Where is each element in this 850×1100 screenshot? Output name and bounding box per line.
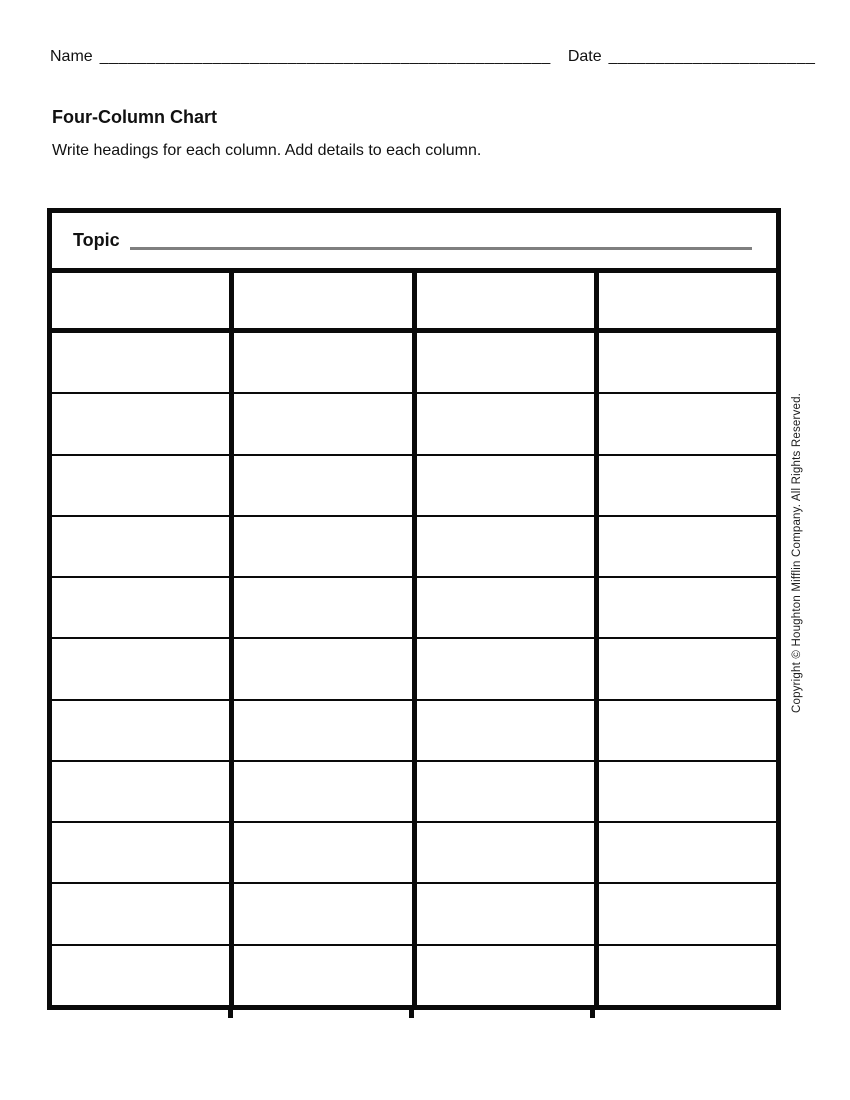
grid-cell xyxy=(417,394,599,453)
grid-cell xyxy=(417,701,599,760)
grid-cell xyxy=(52,701,234,760)
grid-cell xyxy=(234,333,416,392)
grid-cell xyxy=(599,639,776,698)
grid-cell xyxy=(52,823,234,882)
grid-cell xyxy=(234,456,416,515)
grid-cell xyxy=(599,394,776,453)
grid-row-10 xyxy=(52,884,776,945)
grid-cell xyxy=(599,333,776,392)
grid-cell xyxy=(234,639,416,698)
header-cell-1 xyxy=(52,273,234,328)
grid-cell xyxy=(599,823,776,882)
grid-cell xyxy=(417,884,599,943)
grid-row-5 xyxy=(52,578,776,639)
grid-cell xyxy=(234,884,416,943)
grid-cell xyxy=(599,456,776,515)
grid-cell xyxy=(234,578,416,637)
grid-cell xyxy=(599,884,776,943)
grid-cell xyxy=(417,762,599,821)
grid-cell xyxy=(599,701,776,760)
grid-cell xyxy=(234,394,416,453)
date-label: Date xyxy=(567,48,602,65)
topic-row xyxy=(52,213,776,273)
grid-cell xyxy=(52,884,234,943)
grid-row-3 xyxy=(52,456,776,517)
grid-cell xyxy=(417,333,599,392)
grid-cell xyxy=(52,333,234,392)
grid-row-7 xyxy=(52,701,776,762)
grid-row-1 xyxy=(52,333,776,394)
topic-label: Topic xyxy=(73,230,120,250)
grid-row-4 xyxy=(52,517,776,578)
column-rule-overshoot xyxy=(409,1005,414,1018)
grid-cell xyxy=(52,517,234,576)
grid-cell xyxy=(599,946,776,1005)
copyright-text: Copyright © Houghton Mifflin Company. All Rights Reserved. xyxy=(791,392,803,713)
grid-cell xyxy=(234,823,416,882)
name-date-row xyxy=(50,48,816,66)
grid-cell xyxy=(417,517,599,576)
grid-cell xyxy=(234,946,416,1005)
grid-cell xyxy=(52,639,234,698)
grid-row-9 xyxy=(52,823,776,884)
column-rule-overshoot xyxy=(228,1005,233,1018)
grid-cell xyxy=(599,762,776,821)
grid-cell xyxy=(599,517,776,576)
header-cell-2 xyxy=(234,273,416,328)
page-title: Four-Column Chart xyxy=(52,107,217,127)
grid-cell xyxy=(52,762,234,821)
header-cell-4 xyxy=(599,273,776,328)
instructions-text: Write headings for each column. Add details to each column. xyxy=(52,142,482,159)
grid-cell xyxy=(599,578,776,637)
grid-cell xyxy=(52,456,234,515)
date-blank-line: ______________________ xyxy=(608,48,816,65)
column-grid-body xyxy=(52,333,776,1005)
topic-blank-line xyxy=(130,247,752,250)
grid-cell xyxy=(52,946,234,1005)
copyright-notice xyxy=(789,385,807,713)
grid-cell xyxy=(417,823,599,882)
grid-row-8 xyxy=(52,762,776,823)
name-blank-line: ________________________________________________ xyxy=(99,48,551,65)
grid-cell xyxy=(234,762,416,821)
grid-cell xyxy=(417,639,599,698)
grid-cell xyxy=(417,456,599,515)
column-header-row xyxy=(52,273,776,333)
grid-cell xyxy=(52,394,234,453)
grid-row-6 xyxy=(52,639,776,700)
grid-cell xyxy=(234,701,416,760)
grid-row-11 xyxy=(52,946,776,1005)
four-column-chart-table xyxy=(47,208,781,1010)
header-cell-3 xyxy=(417,273,599,328)
column-rule-overshoot xyxy=(590,1005,595,1018)
grid-cell xyxy=(417,946,599,1005)
grid-cell xyxy=(417,578,599,637)
grid-row-2 xyxy=(52,394,776,455)
name-label: Name xyxy=(50,48,93,65)
grid-cell xyxy=(234,517,416,576)
grid-cell xyxy=(52,578,234,637)
